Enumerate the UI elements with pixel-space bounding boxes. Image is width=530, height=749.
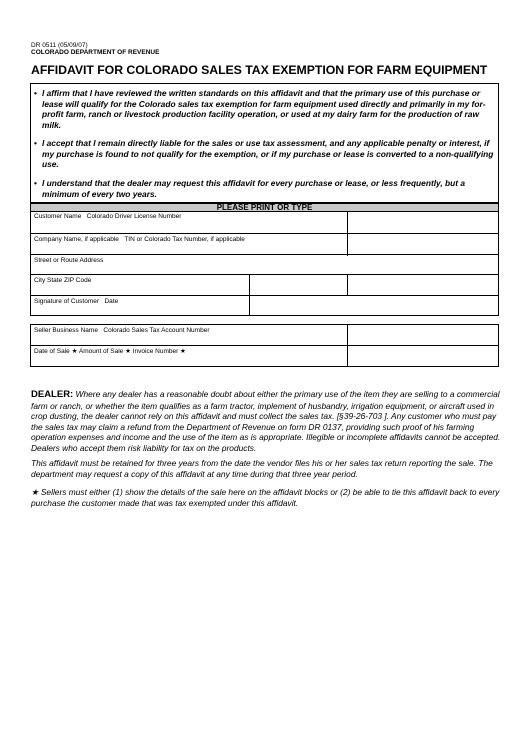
page-title: AFFIDAVIT FOR COLORADO SALES TAX EXEMPTION FOR FARM EQUIPMENT: [31, 63, 488, 77]
affirmation-3: • I understand that the dealer may request this affidavit for every purchase or lease, or less frequently, but a minimum of every two years.: [34, 178, 466, 199]
affirmations-box: [30, 83, 499, 203]
affirmation-2: • I accept that I remain directly liable for the sales or use tax assessment, and any applicable penalty or interest, if my purchase is found to not qualify for the exemption, or if my purchase or lease is converted to a non-qualifying use.: [34, 138, 494, 170]
company-name-row[interactable]: [31, 233, 498, 256]
form-code: DR 0511 (05/09/07): [31, 42, 88, 49]
customer-name-label: Customer Name Colorado Driver License Number: [34, 213, 182, 220]
seller-info-grid: [30, 324, 499, 367]
customer-name-row[interactable]: [31, 211, 498, 234]
print-or-type-band: PLEASE PRINT OR TYPE: [30, 203, 499, 212]
sale-details-row[interactable]: [31, 345, 498, 366]
bullet-icon: •: [34, 138, 37, 148]
bullet-icon: •: [34, 178, 37, 188]
seller-business-row[interactable]: [31, 325, 498, 346]
affirmation-1: • I affirm that I have reviewed the written standards on this affidavit and that the primary use of this purchase or lease will qualify for the Colorado sales tax exemption for farm equipment used directly and primarily in my for-profit farm, ranch or livestock production facility operation, or used at my dairy farm for the production of raw milk.: [34, 88, 486, 130]
sale-details-label: Date of Sale ★ Amount of Sale ★ Invoice Number ★: [34, 348, 186, 355]
signature-label: Signature of Customer Date: [34, 298, 119, 305]
seller-business-label: Seller Business Name Colorado Sales Tax Account Number: [34, 327, 210, 334]
signature-row[interactable]: [31, 295, 498, 316]
seller-star-note: ★ Sellers must either (1) show the details of the sale here on the affidavit blocks or (2) be able to tie this affidavit back to every purchase the customer made that was tax exempted under this affidavit.: [31, 487, 500, 508]
city-state-zip-label: City State ZIP Code: [34, 277, 92, 284]
retention-note: This affidavit must be retained for three years from the date the vendor files his or her sales tax return reporting the sale. The department may request a copy of this affidavit at any time during that three year period.: [31, 458, 493, 479]
street-address-row[interactable]: [31, 254, 498, 276]
department-name: COLORADO DEPARTMENT OF REVENUE: [31, 49, 160, 56]
street-address-label: Street or Route Address: [34, 257, 104, 264]
bullet-icon: •: [34, 88, 37, 98]
company-name-label: Company Name, if applicable TIN or Colorado Tax Number, if applicable: [34, 236, 245, 243]
dealer-note: DEALER: Where any dealer has a reasonable doubt about either the primary use of the item they are selling to a commercial farm or ranch, or whether the item qualifies as a farm tractor, implement of husbandry, irrigation equipment, or aircraft used in crop dusting, the dealer cannot rely on this affidavit and must collect the sales tax. [§39-26-703 ]. Any customer who must pay the sales tax may claim a refund from the Department of Revenue on form DR 0137, providing such proof of his farming operation expenses and income and the use of the item as is appropriate. Illegible or incomplete affidavits cannot be accepted. Dealers who accept them risk liability for tax on the products.: [31, 389, 501, 453]
customer-info-grid: [30, 211, 499, 316]
city-state-zip-row[interactable]: [31, 274, 498, 296]
